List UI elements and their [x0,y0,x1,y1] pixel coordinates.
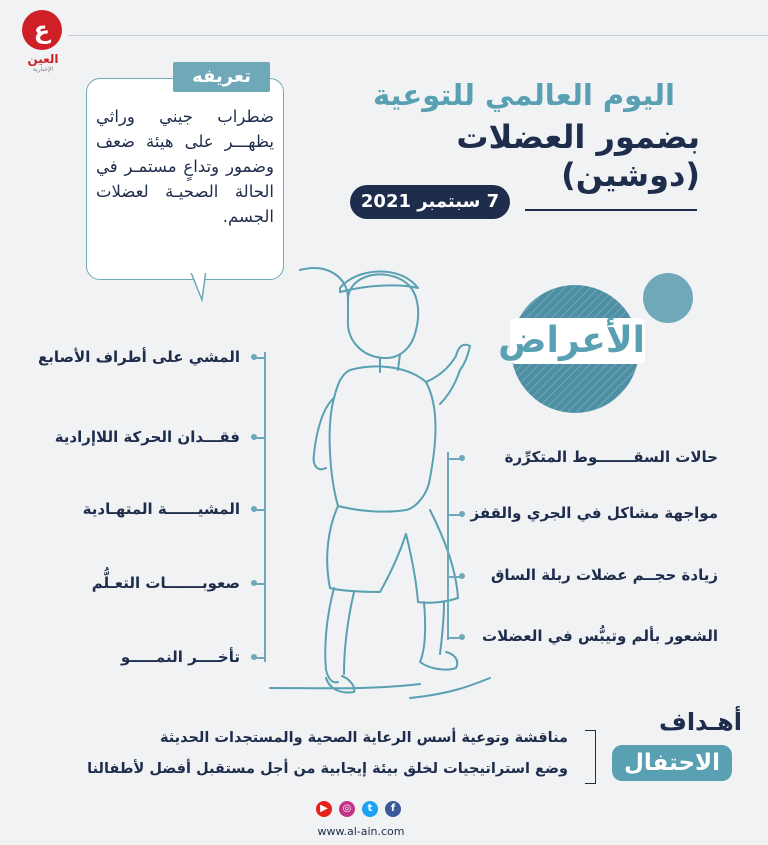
website-link[interactable]: www.al-ain.com [317,825,405,838]
definition-label: تعريفه [173,62,270,92]
twitter-icon[interactable]: t [362,801,378,817]
date-underline [525,209,697,211]
decorative-dot [643,273,693,323]
date-badge: 7 سبتمبر 2021 [350,185,510,219]
symptom-right-item: حالات السقـــــــوط المتكرِّرة [504,448,718,466]
symptom-left-item: المشي على أطراف الأصابع [38,348,240,366]
definition-text: ضطراب جيني وراثي يظهـــر على هيئة ضعف وضمور وتداعٍ مستمـر في الحالة الصحيـة لعضلات الجسم. [96,107,274,226]
logo-name: العين [27,52,59,66]
goals-bracket [585,730,596,784]
title-line-2: بضمور العضلات (دوشين) [456,118,700,194]
logo-subtitle: الإخبارية [32,66,54,73]
symptom-right-item: الشعور بألم وتيبُّس في العضلات [482,627,718,645]
logo-letter: ع [33,16,51,44]
title-line-1: اليوم العالمي للتوعية [372,78,675,112]
symptoms-label: الأعراض [510,318,645,364]
bullet-dot [251,654,257,660]
goal-item: مناقشة وتوعية أسس الرعاية الصحية والمستجدات الحديثة [159,730,568,746]
symptom-left-item: صعوبـــــــات التعـلُّم [91,574,240,592]
goals-subtitle-badge: الاحتفال [612,745,732,781]
symptom-left-item: فقـــدان الحركة اللاإرادية [54,428,240,446]
symptom-left-item: المشيــــــة المتهـادية [82,500,240,518]
left-list-line [264,352,266,662]
social-icons [310,801,410,817]
bullet-dot [251,434,257,440]
instagram-icon[interactable]: ◎ [339,801,355,817]
youtube-icon[interactable]: ▶ [316,801,332,817]
bubble-tail [190,270,210,302]
bullet-dot [251,506,257,512]
symptom-right-item: زيادة حجــم عضلات ربلة الساق [490,566,718,584]
logo-circle [22,10,62,50]
brand-logo[interactable] [18,10,68,72]
facebook-icon[interactable]: f [385,801,401,817]
right-list-line [447,452,449,640]
goals-title: أهـداف [658,708,742,736]
header-divider [68,35,768,36]
bullet-dot [251,580,257,586]
goal-item: وضع استراتيجيات لخلق بيئة إيجابية من أجل مستقبل أفضل لأطفالنا [87,761,568,777]
symptom-left-item: تأخــــر النمـــــو [120,648,240,666]
symptom-right-item: مواجهة مشاكل في الجري والقفز [470,504,718,522]
bullet-dot [251,354,257,360]
